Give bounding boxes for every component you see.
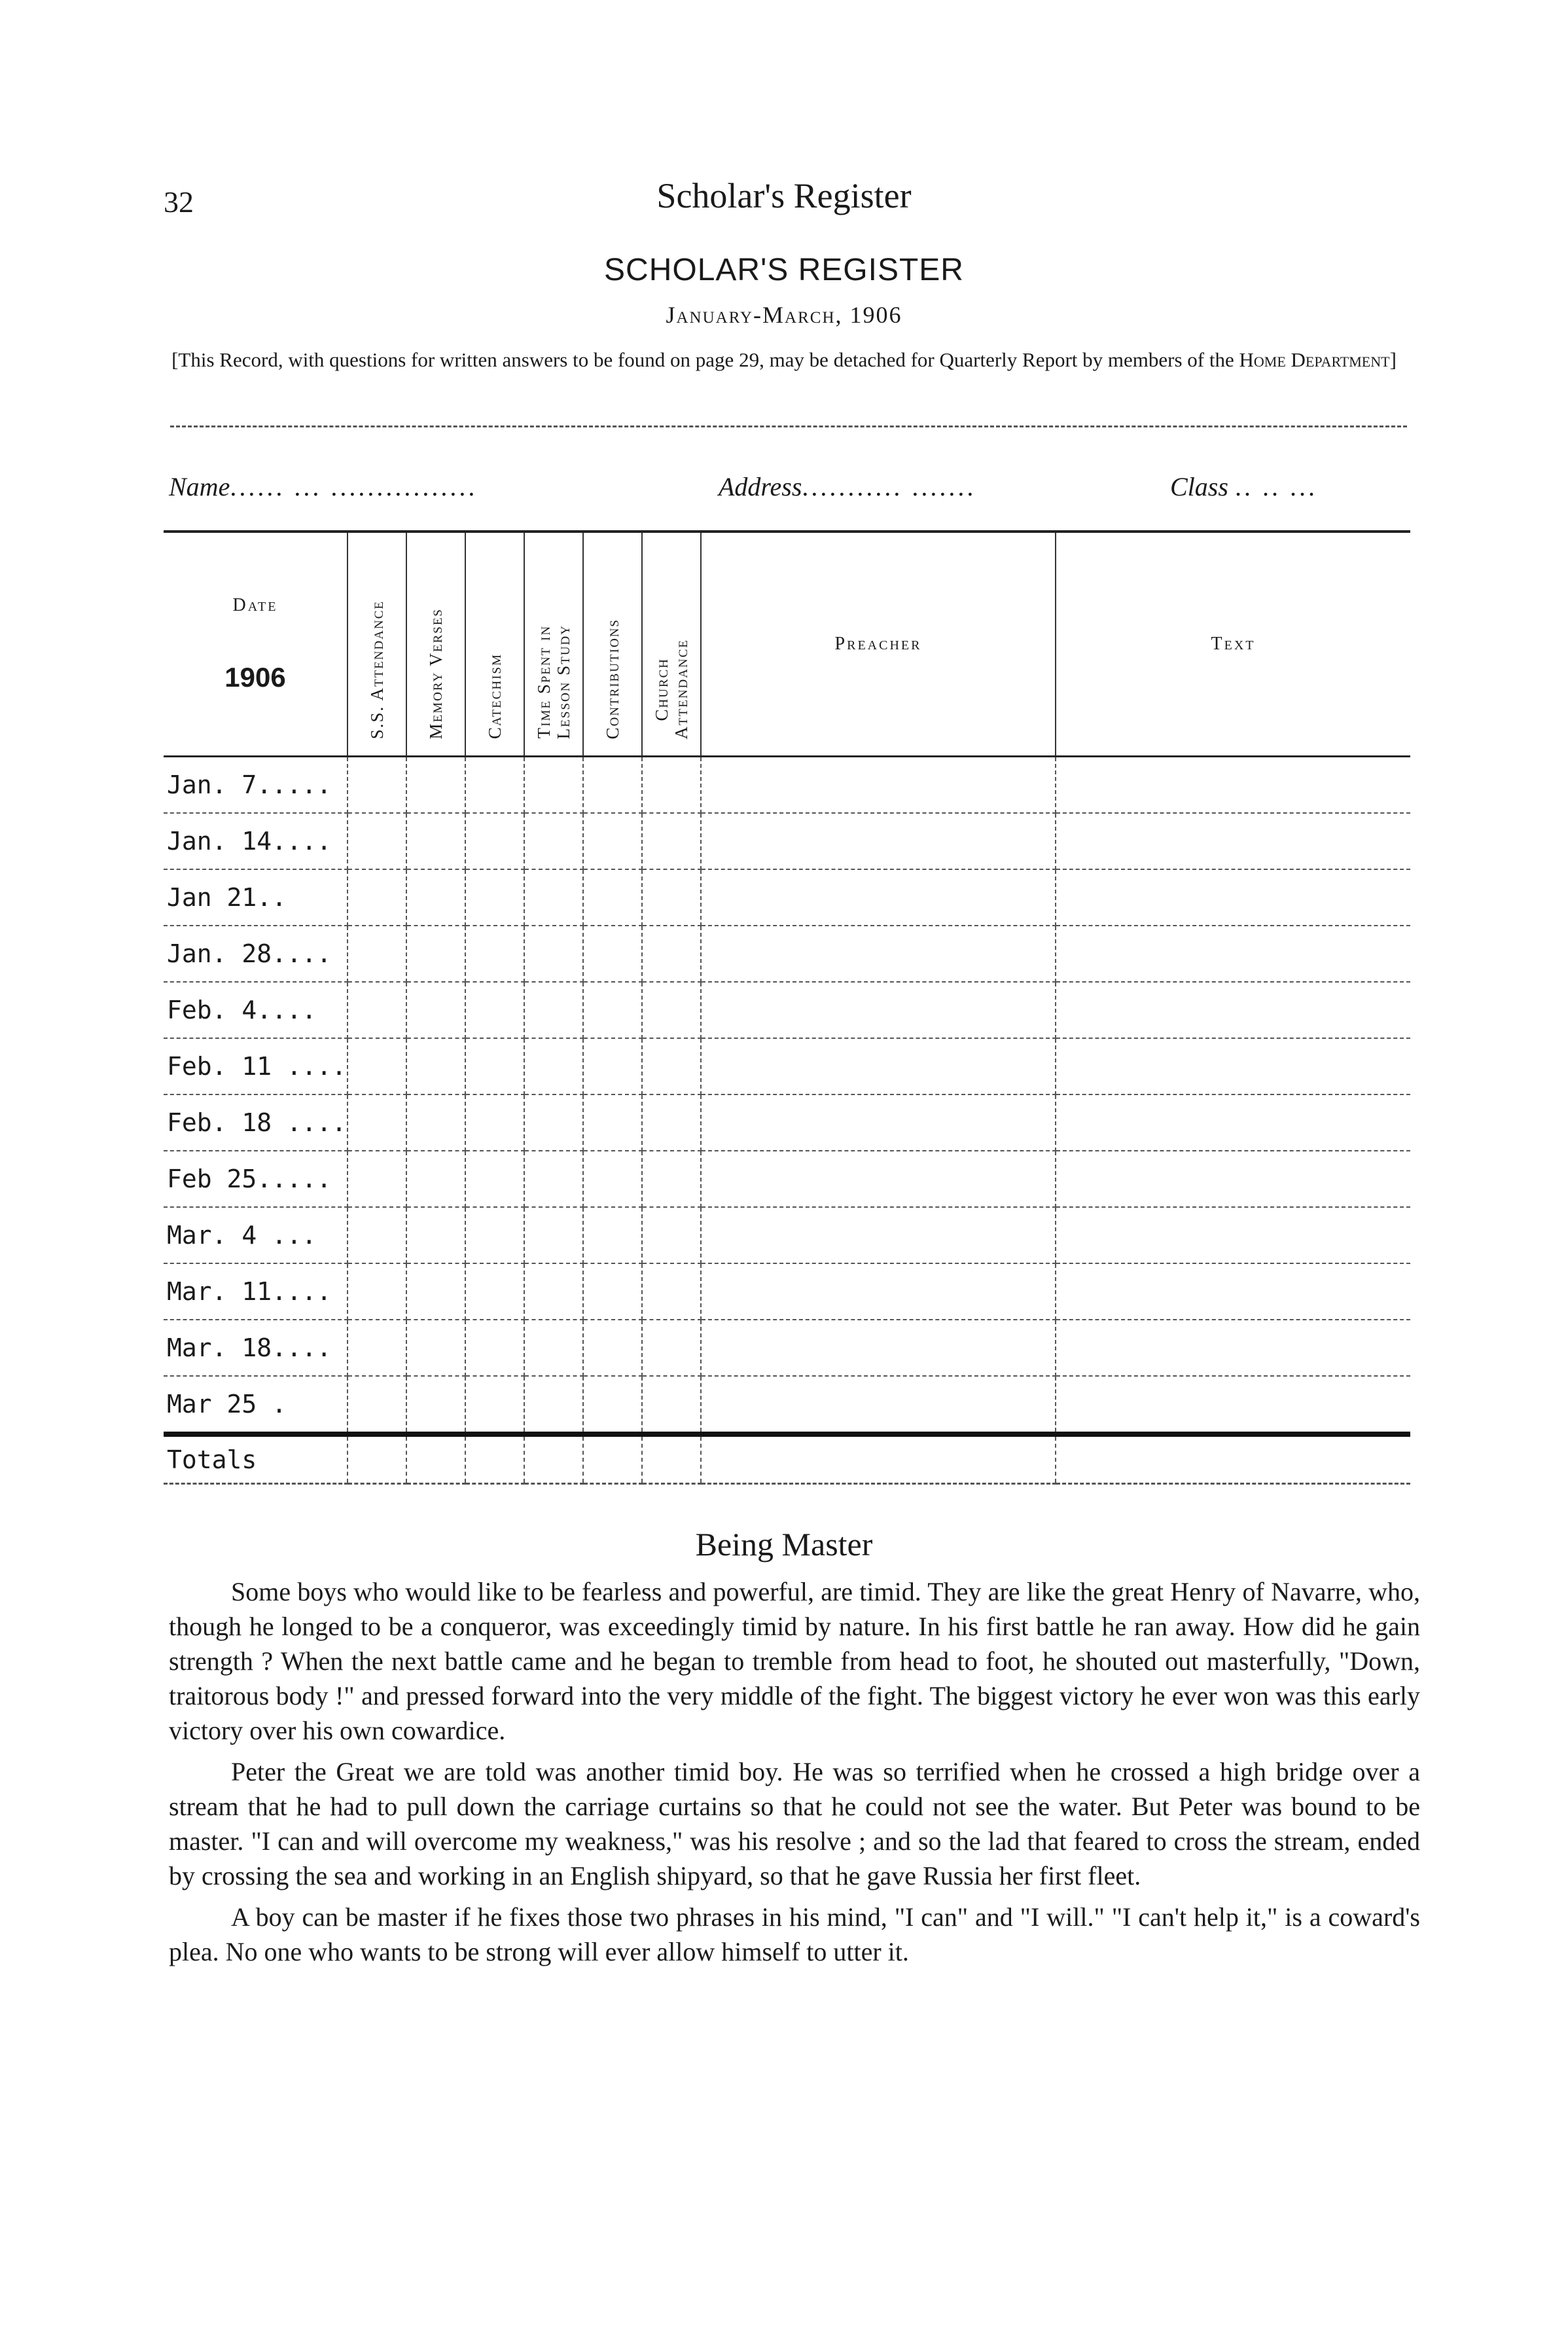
totals-row: [164, 1434, 1410, 1484]
entry-cell[interactable]: [347, 1038, 406, 1094]
entry-cell[interactable]: [583, 982, 642, 1038]
entry-cell[interactable]: [1056, 757, 1410, 814]
totals-label: Totals: [164, 1434, 347, 1484]
address-dots: ........... .......: [802, 472, 976, 501]
entry-cell[interactable]: [406, 869, 465, 926]
row-date: Mar. 11....: [164, 1263, 347, 1320]
entry-cell[interactable]: [642, 1151, 701, 1207]
entry-cell[interactable]: [701, 1320, 1056, 1376]
entry-cell[interactable]: [1056, 1376, 1410, 1434]
col-catechism: [465, 532, 524, 757]
note-text: [This Record, with questions for written answers to be found on page 29, may be detached for Quarterly Report by members of the: [171, 348, 1239, 371]
row-date: Mar. 18....: [164, 1320, 347, 1376]
entry-cell[interactable]: [406, 926, 465, 982]
entry-cell[interactable]: [347, 1207, 406, 1263]
entry-cell[interactable]: [406, 982, 465, 1038]
divider-rule: [170, 425, 1407, 427]
entry-cell[interactable]: [642, 926, 701, 982]
entry-cell[interactable]: [642, 869, 701, 926]
entry-cell[interactable]: [1056, 926, 1410, 982]
row-date: Feb. 18 ....: [164, 1094, 347, 1151]
entry-cell[interactable]: [347, 813, 406, 869]
table-row: [164, 1320, 1410, 1376]
entry-cell[interactable]: [406, 1263, 465, 1320]
table-row: [164, 757, 1410, 814]
table-row: [164, 1038, 1410, 1094]
entry-cell[interactable]: [583, 757, 642, 814]
entry-cell[interactable]: [406, 1038, 465, 1094]
entry-cell[interactable]: [583, 1320, 642, 1376]
entry-cell[interactable]: [524, 1207, 583, 1263]
entry-cell[interactable]: [701, 1263, 1056, 1320]
table-row: [164, 926, 1410, 982]
table-row: [164, 1151, 1410, 1207]
entry-cell[interactable]: [642, 1038, 701, 1094]
total-cell[interactable]: [524, 1434, 583, 1484]
entry-cell[interactable]: [524, 1038, 583, 1094]
entry-cell[interactable]: [583, 926, 642, 982]
entry-cell[interactable]: [524, 926, 583, 982]
entry-cell[interactable]: [524, 1320, 583, 1376]
col-label: Church Attendance: [652, 638, 691, 739]
register-body: [164, 757, 1410, 1484]
entry-cell[interactable]: [406, 757, 465, 814]
total-cell[interactable]: [642, 1434, 701, 1484]
col-label: Time Spent in Lesson Study: [534, 624, 573, 739]
register-subtitle: January-March, 1906: [666, 302, 902, 328]
entry-cell[interactable]: [701, 982, 1056, 1038]
name-label: Name: [169, 472, 230, 501]
table-row: [164, 1207, 1410, 1263]
entry-cell[interactable]: [642, 757, 701, 814]
col-label: Catechism: [485, 653, 505, 739]
entry-cell[interactable]: [406, 1320, 465, 1376]
table-row: [164, 1263, 1410, 1320]
entry-cell[interactable]: [583, 1094, 642, 1151]
entry-cell[interactable]: [406, 813, 465, 869]
total-cell[interactable]: [347, 1434, 406, 1484]
header-row: [164, 532, 1410, 757]
entry-cell[interactable]: [406, 1207, 465, 1263]
register-title: SCHOLAR'S REGISTER: [604, 253, 964, 287]
text-header: Text: [1056, 532, 1410, 757]
entry-cell[interactable]: [465, 1151, 524, 1207]
entry-cell[interactable]: [583, 1263, 642, 1320]
entry-cell[interactable]: [524, 869, 583, 926]
entry-cell[interactable]: [465, 926, 524, 982]
total-cell[interactable]: [701, 1434, 1056, 1484]
entry-cell[interactable]: [347, 869, 406, 926]
entry-cell[interactable]: [642, 1094, 701, 1151]
entry-cell[interactable]: [701, 1094, 1056, 1151]
entry-cell[interactable]: [524, 1094, 583, 1151]
entry-cell[interactable]: [524, 1151, 583, 1207]
entry-cell[interactable]: [701, 926, 1056, 982]
col-label: Memory Verses: [426, 607, 446, 739]
total-cell[interactable]: [583, 1434, 642, 1484]
entry-cell[interactable]: [642, 813, 701, 869]
row-date: Feb 25.....: [164, 1151, 347, 1207]
entry-cell[interactable]: [1056, 982, 1410, 1038]
entry-cell[interactable]: [583, 1038, 642, 1094]
entry-cell[interactable]: [701, 1038, 1056, 1094]
date-header: [164, 532, 347, 757]
entry-cell[interactable]: [347, 926, 406, 982]
entry-cell[interactable]: [347, 1263, 406, 1320]
entry-cell[interactable]: [406, 1376, 465, 1434]
entry-cell[interactable]: [524, 1263, 583, 1320]
row-date: Jan. 28....: [164, 926, 347, 982]
col-church-attendance: [642, 532, 701, 757]
entry-cell[interactable]: [583, 1151, 642, 1207]
entry-cell[interactable]: [642, 1376, 701, 1434]
table-row: [164, 813, 1410, 869]
row-date: Mar 25 .: [164, 1376, 347, 1434]
entry-cell[interactable]: [642, 982, 701, 1038]
note-department: Home Department: [1239, 348, 1390, 371]
col-ss-attendance: [347, 532, 406, 757]
address-label: Address: [719, 472, 802, 501]
col-time-spent: [524, 532, 583, 757]
class-label: Class: [1170, 472, 1228, 501]
entry-cell[interactable]: [524, 813, 583, 869]
entry-cell[interactable]: [347, 757, 406, 814]
entry-cell[interactable]: [465, 869, 524, 926]
entry-cell[interactable]: [1056, 869, 1410, 926]
entry-cell[interactable]: [642, 1320, 701, 1376]
entry-cell[interactable]: [701, 1376, 1056, 1434]
row-date: Feb. 4....: [164, 982, 347, 1038]
entry-cell[interactable]: [465, 757, 524, 814]
col-label: S.S. Attendance: [367, 600, 387, 739]
preacher-header: Preacher: [701, 532, 1056, 757]
entry-cell[interactable]: [347, 1151, 406, 1207]
row-date: Jan. 14....: [164, 813, 347, 869]
section-title: Being Master: [695, 1526, 873, 1563]
paragraph: Peter the Great we are told was another timid boy. He was so terrified when he crossed a high bridge over a stream that he had to pull down the carriage curtains so that he could not see the water. But Peter was bound to be master. "I can and will overcome my weakness," was his resolve ; and so the lad that feared to cross the stream, ended by crossing the sea and working in an English shipyard, so that he gave Russia her first fleet.: [169, 1757, 1420, 1890]
entry-cell[interactable]: [524, 982, 583, 1038]
total-cell[interactable]: [465, 1434, 524, 1484]
col-label: Contributions: [603, 618, 622, 739]
entry-cell[interactable]: [347, 1094, 406, 1151]
total-cell[interactable]: [1056, 1434, 1410, 1484]
entry-cell[interactable]: [1056, 813, 1410, 869]
entry-cell[interactable]: [701, 1151, 1056, 1207]
col-memory-verses: [406, 532, 465, 757]
entry-cell[interactable]: [1056, 1207, 1410, 1263]
entry-cell[interactable]: [465, 1376, 524, 1434]
entry-cell[interactable]: [1056, 1151, 1410, 1207]
entry-cell[interactable]: [701, 757, 1056, 814]
paragraph: Some boys who would like to be fearless and powerful, are timid. They are like the great Henry of Navarre, who, though he longed to be a conqueror, was exceedingly timid by nature. In his first battle he ran away. How did he gain strength ? When the next battle came and he began to tremble from head to foot, he shouted out masterfully, "Down, traitorous body !" and pressed forward into the very middle of the fight. The biggest victory he ever won was this early victory over his own cowardice.: [169, 1577, 1420, 1745]
detach-note: [169, 347, 1399, 373]
class-dots: .. .. ...: [1234, 472, 1317, 501]
entry-cell[interactable]: [701, 813, 1056, 869]
entry-cell[interactable]: [1056, 1038, 1410, 1094]
entry-cell[interactable]: [347, 1320, 406, 1376]
entry-cell[interactable]: [701, 869, 1056, 926]
entry-cell[interactable]: [583, 1376, 642, 1434]
row-date: Jan 21..: [164, 869, 347, 926]
entry-cell[interactable]: [465, 1094, 524, 1151]
entry-cell[interactable]: [406, 1094, 465, 1151]
entry-cell[interactable]: [465, 813, 524, 869]
section-body: [169, 1574, 1420, 1976]
entry-cell[interactable]: [1056, 1263, 1410, 1320]
entry-cell[interactable]: [583, 869, 642, 926]
row-date: Feb. 11 ....: [164, 1038, 347, 1094]
row-date: Mar. 4 ...: [164, 1207, 347, 1263]
name-dots: ...... ... ................: [230, 472, 478, 501]
entry-cell[interactable]: [1056, 1094, 1410, 1151]
entry-cell[interactable]: [465, 1263, 524, 1320]
name-field[interactable]: [169, 471, 477, 502]
register-table: [164, 530, 1410, 1485]
entry-cell[interactable]: [642, 1207, 701, 1263]
entry-cell[interactable]: [524, 1376, 583, 1434]
table-row: [164, 1376, 1410, 1434]
paragraph: A boy can be master if he fixes those two phrases in his mind, "I can" and "I will." "I can't help it," is a coward's plea. No one who wants to be strong will ever allow himself to utter it.: [169, 1902, 1420, 1966]
table-row: [164, 869, 1410, 926]
address-field[interactable]: [719, 471, 976, 502]
entry-cell[interactable]: [465, 982, 524, 1038]
col-contributions: [583, 532, 642, 757]
entry-cell[interactable]: [583, 1207, 642, 1263]
entry-cell[interactable]: [583, 813, 642, 869]
note-close: ]: [1389, 348, 1397, 371]
row-date: Jan. 7.....: [164, 757, 347, 814]
year-label: 1906: [224, 662, 286, 693]
entry-cell[interactable]: [701, 1207, 1056, 1263]
entry-cell[interactable]: [465, 1038, 524, 1094]
page-number: 32: [164, 185, 194, 219]
entry-cell[interactable]: [465, 1207, 524, 1263]
entry-cell[interactable]: [347, 1376, 406, 1434]
table-row: [164, 982, 1410, 1038]
running-head: Scholar's Register: [656, 176, 912, 215]
class-field[interactable]: [1170, 471, 1317, 502]
entry-cell[interactable]: [642, 1263, 701, 1320]
entry-cell[interactable]: [524, 757, 583, 814]
date-label: Date: [232, 595, 278, 615]
total-cell[interactable]: [406, 1434, 465, 1484]
table-row: [164, 1094, 1410, 1151]
entry-cell[interactable]: [406, 1151, 465, 1207]
entry-cell[interactable]: [347, 982, 406, 1038]
entry-cell[interactable]: [1056, 1320, 1410, 1376]
entry-cell[interactable]: [465, 1320, 524, 1376]
